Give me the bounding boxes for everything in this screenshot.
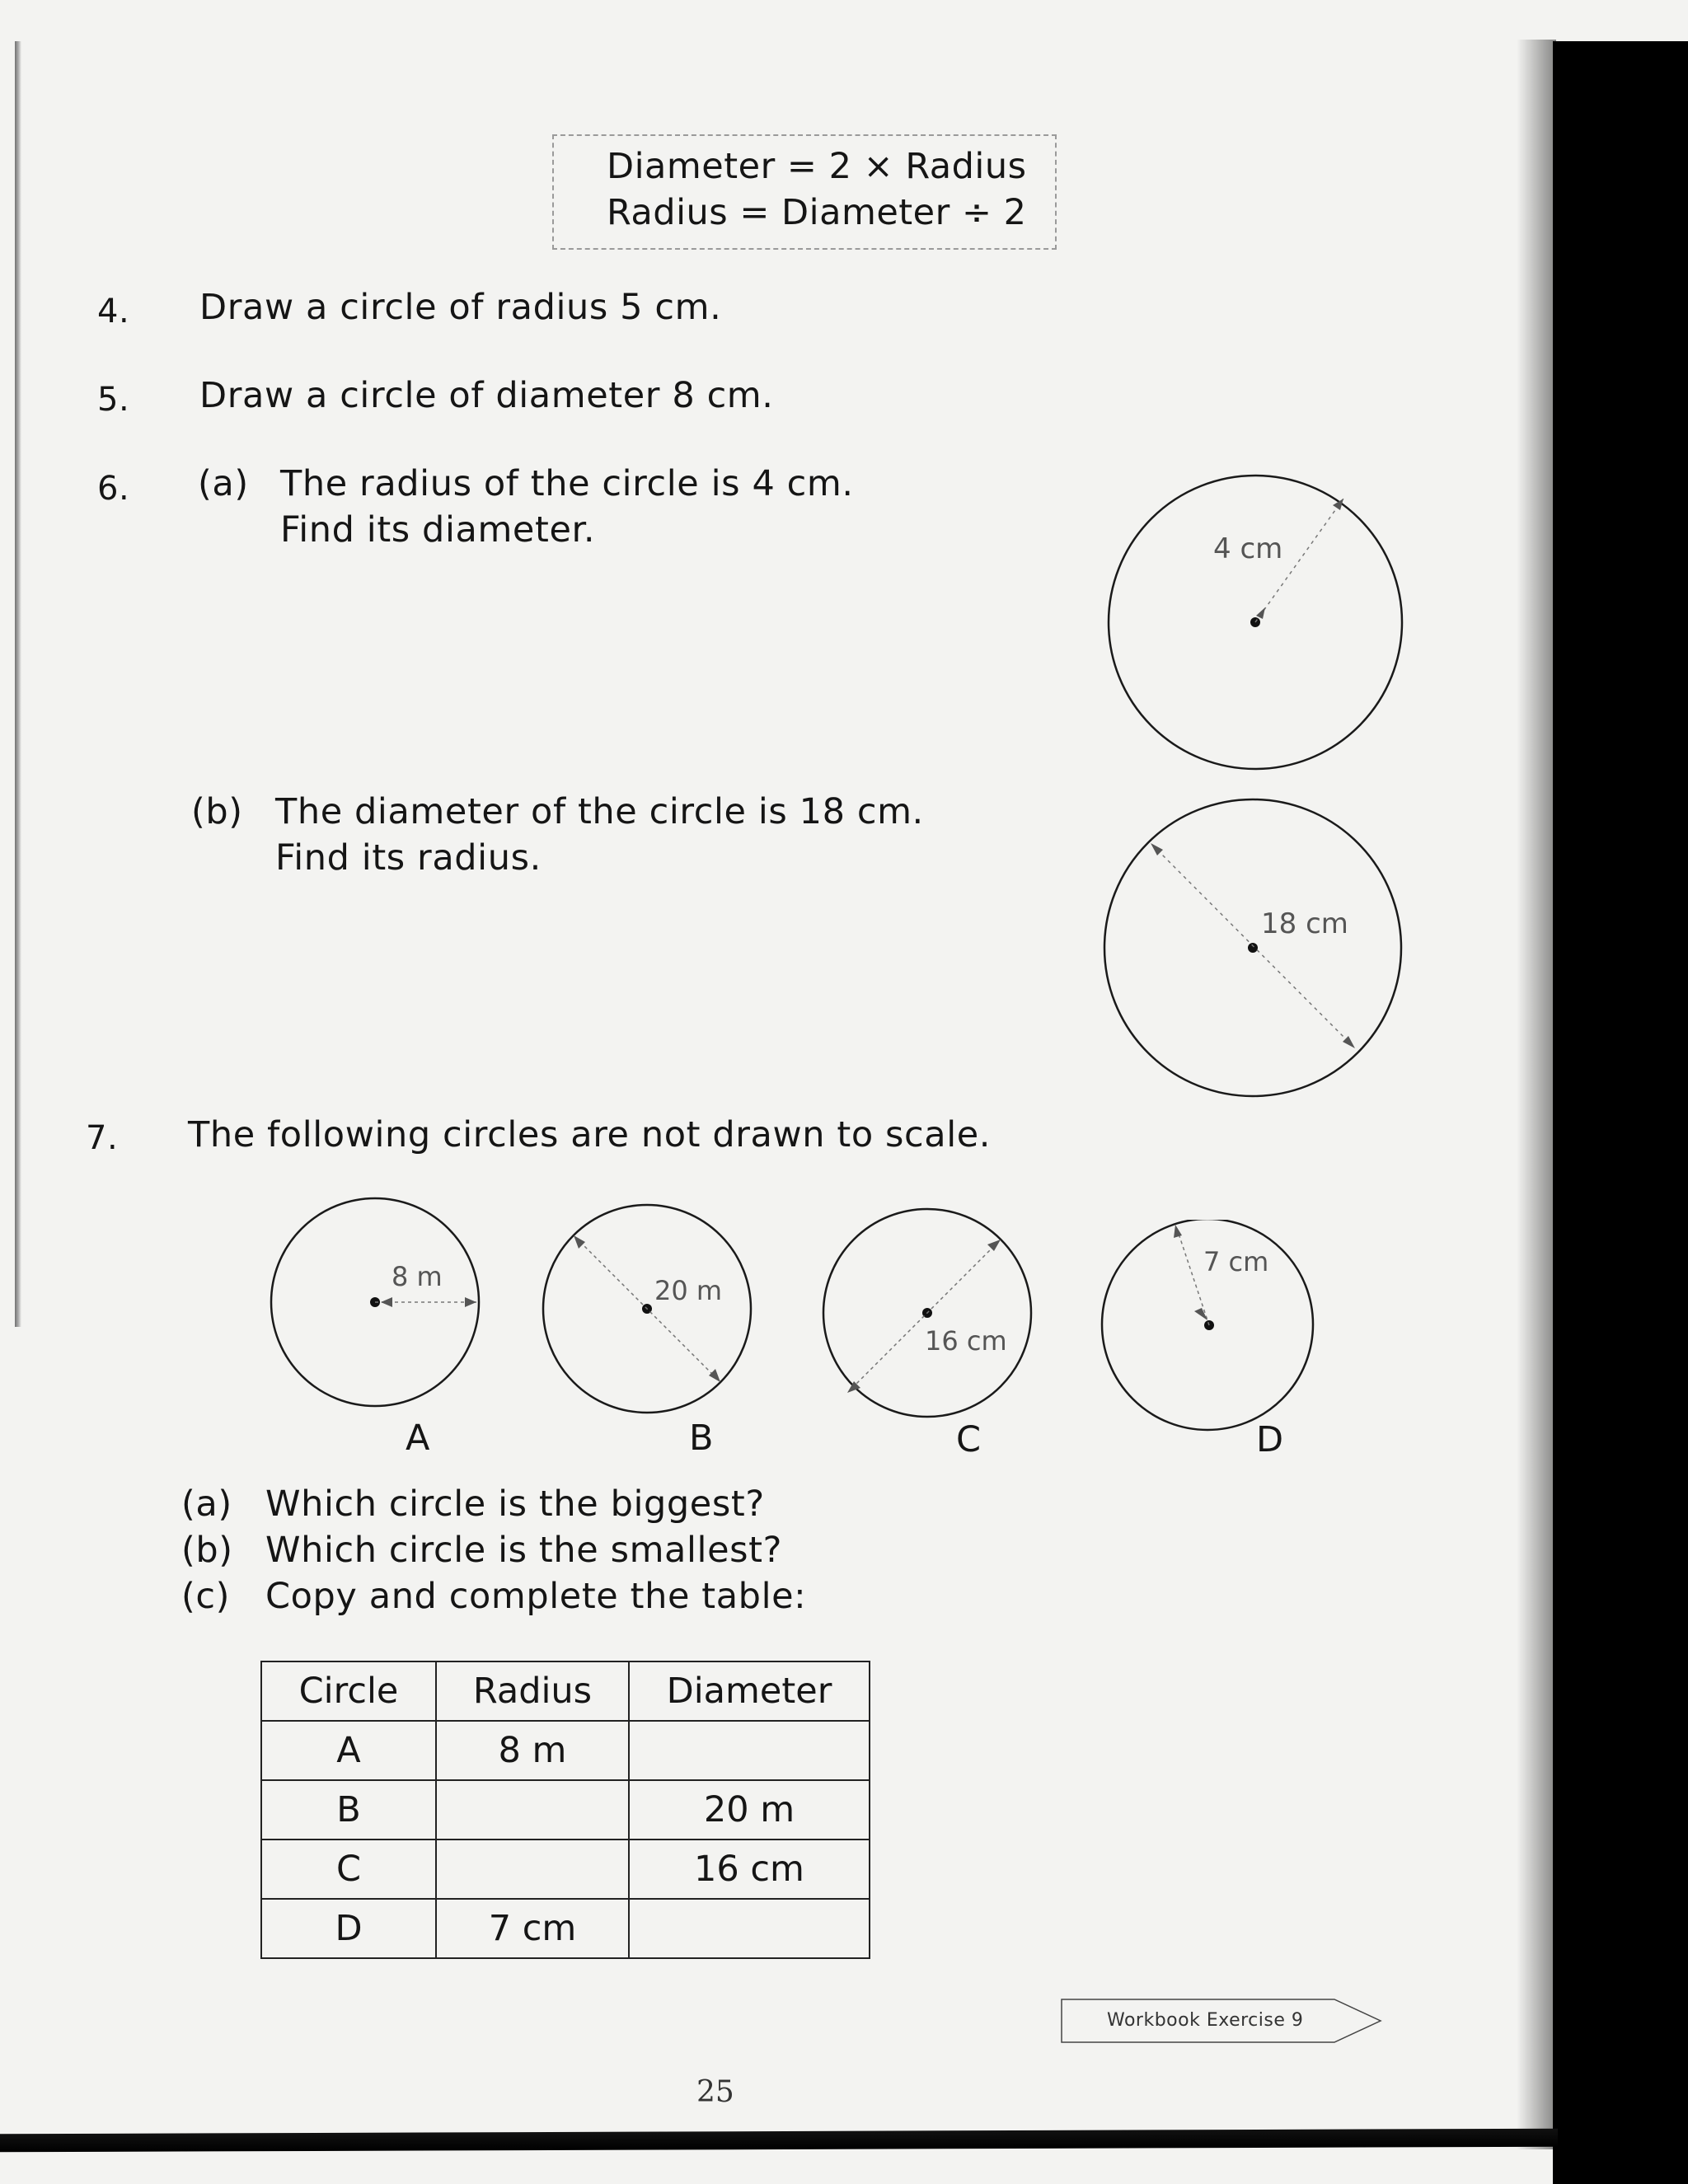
circle-b-figure [537,1199,760,1422]
q7c-label: (c) [181,1576,230,1617]
circle-b-arrowhead-top [574,1235,585,1249]
table-header-radius: Radius [436,1661,629,1721]
q6b-line2: Find its radius. [275,837,542,879]
circle-c-figure [818,1203,1040,1426]
circle-a-label: 8 m [392,1261,443,1292]
q6-number: 6. [97,470,130,508]
circle-d-arrowhead-outer [1174,1225,1182,1238]
circle-b-arrowhead-bottom [709,1369,720,1382]
table-header-row [261,1661,870,1721]
q6a-arrowhead-inner [1256,607,1265,619]
table-cell: D [261,1899,436,1958]
q6a-line2: Find its diameter. [280,509,596,551]
circle-c-label: 16 cm [925,1325,1007,1357]
q7a-label: (a) [181,1483,232,1525]
table-row [261,1780,870,1840]
q7b-text: Which circle is the smallest? [265,1530,783,1571]
q6b-diameter-line [1152,845,1353,1047]
table-cell: 20 m [629,1780,870,1840]
book-spine-shadow [1517,40,1556,2149]
q7-text: The following circles are not drawn to scale. [188,1114,992,1155]
table-cell [436,1780,629,1840]
table-cell: C [261,1840,436,1899]
q6b-diameter-label: 18 cm [1261,907,1348,940]
table-cell [629,1721,870,1780]
q7b-label: (b) [181,1530,233,1571]
circle-a-figure [264,1195,486,1418]
q4-number: 4. [97,293,130,330]
circle-b-label: 20 m [654,1275,723,1306]
q4-text: Draw a circle of radius 5 cm. [199,287,722,328]
scan-border-right [1553,41,1688,2184]
table-row [261,1840,870,1899]
q5-text: Draw a circle of diameter 8 cm. [199,375,774,416]
circle-c-letter: C [956,1419,982,1460]
radius-diameter-table [260,1661,870,1959]
q7a-text: Which circle is the biggest? [265,1483,765,1525]
circle-a-arrowhead-outer [465,1297,476,1307]
table-row [261,1721,870,1780]
circle-d-label: 7 cm [1203,1246,1269,1277]
formula-box [552,134,1057,250]
q6a-label: (a) [198,463,249,504]
table-cell: A [261,1721,436,1780]
q6a-radius-label: 4 cm [1213,532,1283,565]
table-row [261,1899,870,1958]
table-header-diameter: Diameter [629,1661,870,1721]
table-cell: 7 cm [436,1899,629,1958]
q6a-circle-figure [1088,466,1409,779]
circle-d-figure [1098,1220,1320,1442]
table-cell: B [261,1780,436,1840]
formula-radius: Radius = Diameter ÷ 2 [607,192,1027,233]
q7c-text: Copy and complete the table: [265,1576,807,1617]
page-number: 25 [696,2075,734,2109]
circle-b-diameter-line [575,1237,719,1380]
q6b-circle-figure [1088,791,1409,1100]
scan-border-bottom [0,2129,1558,2153]
q6a-line1: The radius of the circle is 4 cm. [280,463,854,504]
q6b-arrowhead-bottom [1343,1036,1355,1048]
table-cell [629,1899,870,1958]
workbook-exercise-tag [1061,1999,1382,2043]
circle-a-letter: A [406,1418,431,1459]
q6b-label: (b) [191,791,243,832]
q5-number: 5. [97,381,130,419]
circle-c-diameter-line [849,1241,999,1391]
table-cell: 8 m [436,1721,629,1780]
circle-c-arrowhead-top [987,1240,1001,1251]
circle-d-arrowhead-inner [1194,1308,1207,1320]
formula-diameter: Diameter = 2 × Radius [607,146,1027,187]
table-cell [436,1840,629,1899]
circle-a-arrowhead-inner [381,1297,392,1307]
workbook-exercise-label: Workbook Exercise 9 [1107,2010,1304,2031]
q6b-center-dot [1248,943,1258,953]
table-cell: 16 cm [629,1840,870,1899]
circle-d-letter: D [1256,1419,1284,1460]
q7-number: 7. [86,1119,119,1157]
circle-b-letter: B [689,1418,715,1459]
q6b-arrowhead-top [1151,843,1163,855]
q6b-line1: The diameter of the circle is 18 cm. [275,791,924,832]
scan-edge-left [15,41,21,1327]
table-header-circle: Circle [261,1661,436,1721]
